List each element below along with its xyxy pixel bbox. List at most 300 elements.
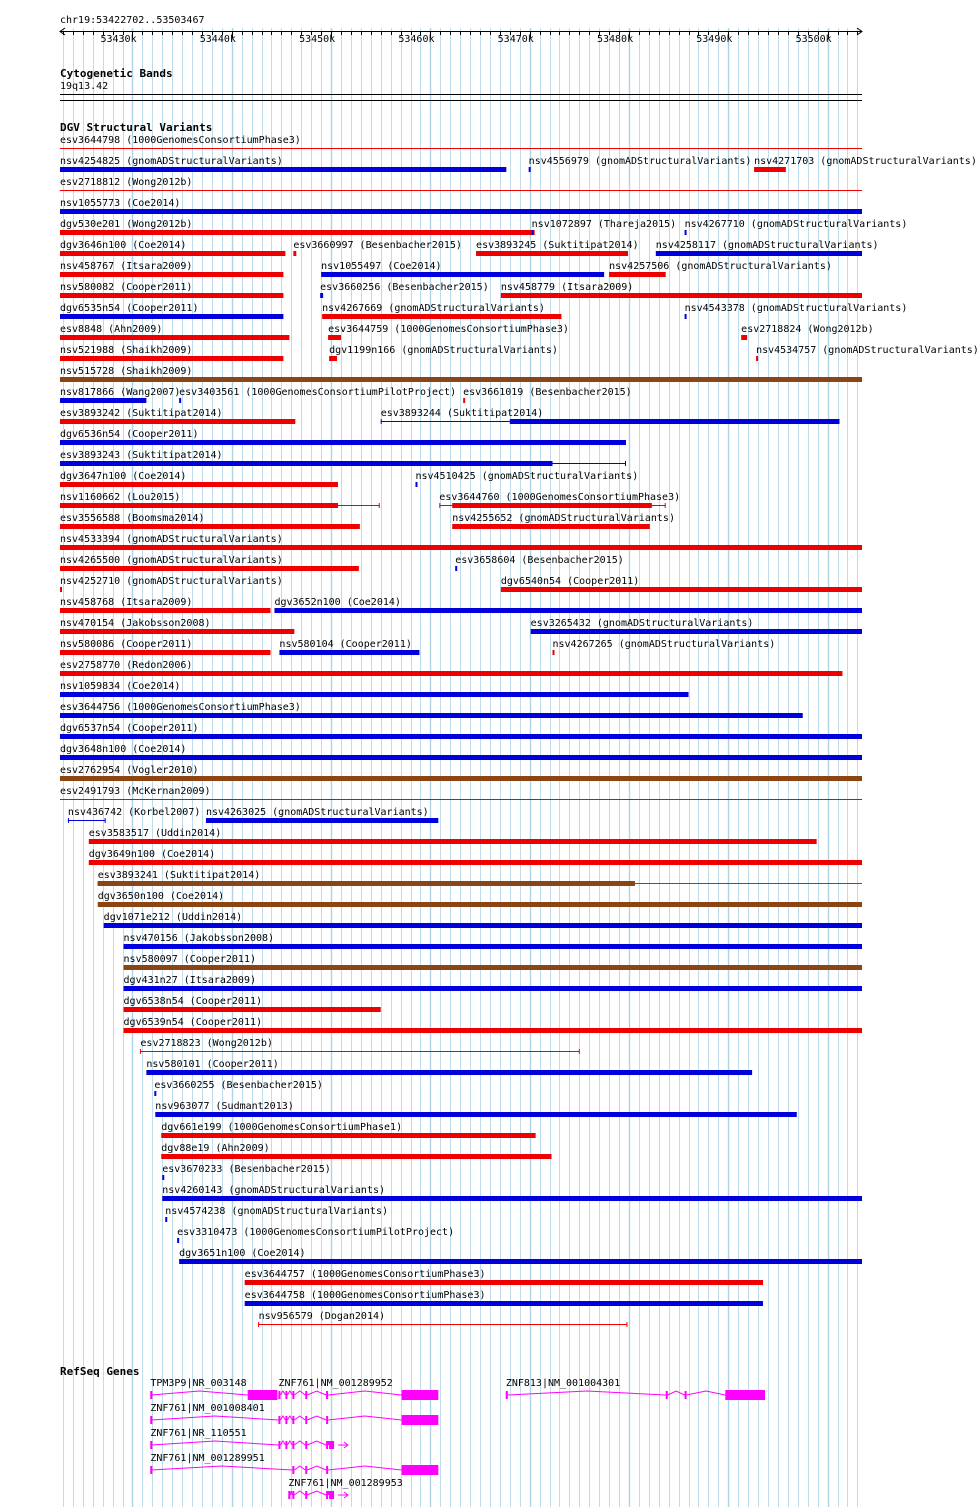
gene-feature[interactable] xyxy=(506,1390,765,1400)
variant-label[interactable]: nsv4258117 (gnomADStructuralVariants) xyxy=(655,240,879,251)
gene-intron xyxy=(307,1416,326,1420)
variant-label[interactable]: dgv661e199 (1000GenomesConsortiumPhase1) xyxy=(161,1122,403,1133)
variant-feature[interactable] xyxy=(124,1028,862,1033)
variant-bar xyxy=(60,209,862,214)
gene-intron xyxy=(328,1491,329,1495)
variant-feature[interactable] xyxy=(60,587,62,592)
variant-bar xyxy=(60,734,862,739)
variant-feature[interactable] xyxy=(501,587,862,592)
variant-label[interactable]: esv3660255 (Besenbacher2015) xyxy=(154,1080,323,1091)
variant-feature[interactable] xyxy=(89,860,862,865)
gene-exon xyxy=(292,1391,294,1399)
variant-bar xyxy=(60,167,506,172)
gene-label[interactable]: TPM3P9|NR_003148 xyxy=(150,1378,247,1389)
variant-feature[interactable] xyxy=(741,335,747,340)
variant-bar xyxy=(89,839,817,844)
variant-label[interactable]: esv3644757 (1000GenomesConsortiumPhase3) xyxy=(244,1269,486,1280)
variant-feature[interactable] xyxy=(60,671,842,676)
variant-feature[interactable] xyxy=(529,167,531,172)
variant-label[interactable]: dgv3651n100 (Coe2014) xyxy=(179,1248,306,1259)
gene-exon xyxy=(292,1466,294,1474)
variant-feature[interactable] xyxy=(756,356,758,361)
variant-feature[interactable] xyxy=(124,986,862,991)
gene-intron xyxy=(151,1466,292,1470)
variant-feature[interactable] xyxy=(274,608,862,613)
variant-feature[interactable] xyxy=(328,335,341,340)
variant-feature[interactable] xyxy=(177,1238,179,1243)
variant-label[interactable]: dgv1071e212 (Uddin2014) xyxy=(103,912,243,923)
gene-exon xyxy=(288,1491,290,1499)
variant-label[interactable]: nsv4257506 (gnomADStructuralVariants) xyxy=(609,261,832,272)
variant-bar xyxy=(501,587,862,592)
variant-feature[interactable] xyxy=(656,251,862,256)
gene-intron xyxy=(328,1416,401,1420)
variant-feature[interactable] xyxy=(60,545,862,550)
variant-label[interactable]: nsv580097 (Cooper2011) xyxy=(123,954,256,965)
variant-label[interactable]: nsv580086 (Cooper2011) xyxy=(60,639,193,650)
variant-label[interactable]: nsv4263025 (gnomADStructuralVariants) xyxy=(205,807,429,818)
gene-exon xyxy=(305,1416,307,1424)
gene-exon xyxy=(150,1466,152,1474)
variant-label[interactable]: esv3644798 (1000GenomesConsortiumPhase3) xyxy=(60,135,301,146)
variant-feature[interactable] xyxy=(60,251,285,256)
variant-feature[interactable] xyxy=(68,818,106,823)
variant-feature[interactable] xyxy=(124,1007,381,1012)
variant-label[interactable]: dgv3652n100 (Coe2014) xyxy=(274,597,401,608)
variant-label[interactable]: esv2718823 (Wong2012b) xyxy=(140,1038,273,1049)
gene-feature[interactable] xyxy=(288,1491,348,1499)
variant-feature[interactable] xyxy=(279,650,419,655)
variant-bar xyxy=(274,608,862,613)
variant-feature[interactable] xyxy=(320,293,323,298)
variant-label[interactable]: esv3644760 (1000GenomesConsortiumPhase3) xyxy=(439,492,681,503)
variant-feature[interactable] xyxy=(60,356,283,361)
variant-label[interactable]: nsv515728 (Shaikh2009) xyxy=(60,366,193,377)
variant-bar xyxy=(124,1028,862,1033)
variant-bar xyxy=(60,419,295,424)
variant-bar xyxy=(124,1007,381,1012)
variant-feature[interactable] xyxy=(98,881,862,886)
variant-bar xyxy=(531,629,862,634)
variant-label[interactable]: nsv4267710 (gnomADStructuralVariants) xyxy=(684,219,908,230)
variant-label[interactable]: nsv956579 (Dogan2014) xyxy=(258,1311,386,1322)
variant-label[interactable]: nsv458779 (Itsara2009) xyxy=(500,282,634,293)
variant-label[interactable]: nsv4254825 (gnomADStructuralVariants) xyxy=(60,156,283,167)
gene-intron xyxy=(328,1391,401,1395)
variant-label[interactable]: esv3658604 (Besenbacher2015) xyxy=(455,555,624,566)
variant-bar xyxy=(452,524,650,529)
variant-feature[interactable] xyxy=(439,503,665,508)
gene-intron xyxy=(328,1441,329,1445)
variant-label[interactable]: nsv521988 (Shaikh2009) xyxy=(60,345,193,356)
variant-feature[interactable] xyxy=(60,167,506,172)
variant-label[interactable]: esv3661019 (Besenbacher2015) xyxy=(463,387,632,398)
variant-feature[interactable] xyxy=(463,398,465,403)
variant-label[interactable]: nsv4534757 (gnomADStructuralVariants) xyxy=(756,345,979,356)
variant-bar xyxy=(60,629,294,634)
gene-intron xyxy=(280,1441,285,1445)
variant-label[interactable]: nsv4260143 (gnomADStructuralVariants) xyxy=(162,1185,386,1196)
variant-label[interactable]: dgv6538n54 (Cooper2011) xyxy=(123,996,263,1007)
variant-label[interactable]: dgv6540n54 (Cooper2011) xyxy=(500,576,640,587)
variant-label[interactable]: dgv3648n100 (Coe2014) xyxy=(60,744,187,755)
variant-label[interactable]: dgv3647n100 (Coe2014) xyxy=(60,471,187,482)
gene-intron xyxy=(290,1491,292,1495)
variant-feature[interactable] xyxy=(154,1091,156,1096)
variant-label[interactable]: esv3893242 (Suktitipat2014) xyxy=(60,408,223,419)
variant-bar xyxy=(155,1112,796,1117)
variant-feature[interactable] xyxy=(60,335,289,340)
variant-bar xyxy=(60,755,862,760)
variant-label[interactable]: nsv963077 (Sudmant2013) xyxy=(155,1101,294,1112)
variant-bar xyxy=(685,230,687,235)
ruler-location: chr19:53422702..53503467 xyxy=(60,15,205,26)
variant-label[interactable]: esv3660256 (Besenbacher2015) xyxy=(320,282,489,293)
variant-bar xyxy=(60,524,360,529)
gene-intron xyxy=(287,1391,292,1395)
gene-intron xyxy=(307,1491,326,1495)
gene-intron xyxy=(294,1466,305,1470)
variant-label[interactable]: nsv1055773 (Coe2014) xyxy=(60,198,181,209)
variant-feature[interactable] xyxy=(322,314,561,319)
variant-feature[interactable] xyxy=(60,629,294,634)
variant-bar xyxy=(656,251,862,256)
gene-exon xyxy=(150,1441,152,1449)
variant-feature[interactable] xyxy=(60,440,626,445)
ruler-tick-label: 53430k xyxy=(100,34,137,45)
variant-label[interactable]: nsv470154 (Jakobsson2008) xyxy=(60,618,211,629)
gene-exon xyxy=(292,1491,294,1499)
variant-label[interactable]: nsv470156 (Jakobsson2008) xyxy=(123,933,275,944)
variant-label[interactable]: esv2762954 (Vogler2010) xyxy=(60,765,199,776)
gene-intron xyxy=(280,1391,285,1395)
variant-feature[interactable] xyxy=(329,356,337,361)
variant-label[interactable]: nsv4267669 (gnomADStructuralVariants) xyxy=(322,303,545,314)
variant-label[interactable]: esv2718812 (Wong2012b) xyxy=(60,177,193,188)
variant-bar xyxy=(60,230,535,235)
variant-bar xyxy=(754,167,786,172)
variant-feature[interactable] xyxy=(553,650,555,655)
variant-feature[interactable] xyxy=(165,1217,167,1222)
variant-bar xyxy=(60,545,862,550)
variant-feature[interactable] xyxy=(60,650,270,655)
variant-feature[interactable] xyxy=(532,230,534,235)
variant-bar xyxy=(553,650,555,655)
gene-exon xyxy=(326,1466,328,1474)
variant-feature[interactable] xyxy=(455,566,457,571)
variant-label[interactable]: esv2718824 (Wong2012b) xyxy=(741,324,874,335)
variant-bar xyxy=(328,335,341,340)
variant-bar xyxy=(162,1196,862,1201)
variant-feature[interactable] xyxy=(60,482,338,487)
variant-label[interactable]: nsv1055497 (Coe2014) xyxy=(321,261,442,272)
variant-bar xyxy=(60,692,689,697)
variant-label[interactable]: esv2491793 (McKernan2009) xyxy=(60,786,211,797)
cytoband-track-title[interactable]: Cytogenetic Bands xyxy=(60,67,173,80)
variant-label[interactable]: esv3403561 (1000GenomesConsortiumPilotProject) xyxy=(179,387,457,398)
ruler-tick-label: 53460k xyxy=(398,34,435,45)
variant-label[interactable]: dgv3650n100 (Coe2014) xyxy=(97,891,225,902)
variant-bar xyxy=(60,566,359,571)
gene-exon xyxy=(326,1441,328,1449)
variant-feature[interactable] xyxy=(89,839,817,844)
variant-bar xyxy=(60,335,289,340)
variant-bar xyxy=(741,335,747,340)
variant-label[interactable]: nsv4533394 (gnomADStructuralVariants) xyxy=(60,534,283,545)
gene-feature[interactable] xyxy=(150,1390,277,1400)
variant-label[interactable]: dgv1199n166 (gnomADStructuralVariants) xyxy=(329,345,558,356)
gene-exon xyxy=(285,1416,287,1424)
variant-feature[interactable] xyxy=(104,923,862,928)
variant-label[interactable]: nsv1160662 (Lou2015) xyxy=(60,492,181,503)
variant-label[interactable]: nsv580104 (Cooper2011) xyxy=(279,639,412,650)
variant-bar xyxy=(321,272,604,277)
gene-intron xyxy=(151,1441,278,1445)
variant-feature[interactable] xyxy=(60,314,283,319)
gene-exon xyxy=(685,1391,687,1399)
variant-label[interactable]: nsv1072897 (Thareja2015) xyxy=(531,219,677,230)
variant-feature[interactable] xyxy=(531,629,862,634)
variant-bar xyxy=(60,377,862,382)
variant-label[interactable]: esv3265432 (gnomADStructuralVariants) xyxy=(530,618,754,629)
gene-intron xyxy=(307,1466,326,1470)
variant-label[interactable]: nsv4543378 (gnomADStructuralVariants) xyxy=(684,303,908,314)
variant-feature[interactable] xyxy=(60,209,862,214)
variant-label[interactable]: esv3310473 (1000GenomesConsortiumPilotProject) xyxy=(177,1227,455,1238)
gene-feature[interactable] xyxy=(278,1390,438,1400)
variant-label[interactable]: dgv6537n54 (Cooper2011) xyxy=(60,723,199,734)
variant-label[interactable]: esv3644758 (1000GenomesConsortiumPhase3) xyxy=(244,1290,486,1301)
variant-feature[interactable] xyxy=(476,251,628,256)
variant-feature[interactable] xyxy=(245,1280,763,1285)
gene-feature[interactable] xyxy=(150,1415,438,1425)
refseq-track-title[interactable]: RefSeq Genes xyxy=(60,1365,140,1378)
gene-exon xyxy=(329,1491,334,1499)
gene-exon xyxy=(292,1441,294,1449)
variant-bar xyxy=(609,272,666,277)
dgv-track-title[interactable]: DGV Structural Variants xyxy=(60,121,213,134)
ruler-tick-label: 53490k xyxy=(696,34,733,45)
variant-bar xyxy=(293,251,296,256)
variant-bar xyxy=(501,293,862,298)
variant-feature[interactable] xyxy=(179,398,181,403)
variant-feature[interactable] xyxy=(60,377,862,382)
variant-feature[interactable] xyxy=(60,776,862,781)
variant-feature[interactable] xyxy=(60,692,689,697)
variant-bar xyxy=(206,818,438,823)
variant-bar xyxy=(161,1154,551,1159)
gene-intron xyxy=(287,1441,292,1445)
gene-exon xyxy=(285,1391,287,1399)
variant-feature[interactable] xyxy=(60,230,535,235)
variant-bar xyxy=(455,566,457,571)
variant-bar xyxy=(179,398,181,403)
variant-bar xyxy=(529,167,531,172)
variant-feature[interactable] xyxy=(452,524,650,529)
gene-exon xyxy=(278,1391,280,1399)
variant-bar xyxy=(60,776,862,781)
variant-feature[interactable] xyxy=(60,608,270,613)
variant-feature[interactable] xyxy=(146,1070,752,1075)
variant-label[interactable]: dgv88e19 (Ahn2009) xyxy=(161,1143,270,1154)
variant-bar xyxy=(124,965,862,970)
variant-bar xyxy=(60,314,283,319)
gene-exon xyxy=(285,1441,287,1449)
variant-label[interactable]: esv2758770 (Redon2006) xyxy=(60,660,193,671)
variant-label[interactable]: nsv4267265 (gnomADStructuralVariants) xyxy=(552,639,776,650)
variant-label[interactable]: esv3893244 (Suktitipat2014) xyxy=(380,408,544,419)
variant-bar xyxy=(60,251,285,256)
gene-intron xyxy=(287,1416,292,1420)
gene-label[interactable]: ZNF761|NM_001289951 xyxy=(150,1453,265,1464)
variant-bar xyxy=(60,671,842,676)
variant-feature[interactable] xyxy=(161,1133,535,1138)
variant-label[interactable]: esv3644759 (1000GenomesConsortiumPhase3) xyxy=(328,324,569,335)
variant-feature[interactable] xyxy=(60,755,862,760)
variant-label[interactable]: dgv530e201 (Wong2012b) xyxy=(60,219,193,230)
variant-feature[interactable] xyxy=(155,1112,796,1117)
variant-feature[interactable] xyxy=(293,251,296,256)
variant-label[interactable]: nsv4271703 (gnomADStructuralVariants) xyxy=(754,156,977,167)
variant-feature[interactable] xyxy=(60,272,283,277)
gene-intron xyxy=(294,1441,305,1445)
gene-feature[interactable] xyxy=(150,1441,348,1449)
variant-label[interactable]: nsv4574238 (gnomADStructuralVariants) xyxy=(165,1206,388,1217)
variant-feature[interactable] xyxy=(60,524,360,529)
variant-feature[interactable] xyxy=(685,230,687,235)
variant-bar xyxy=(98,902,862,907)
variant-feature[interactable] xyxy=(162,1175,164,1180)
variant-bar xyxy=(60,608,270,613)
variant-feature[interactable] xyxy=(206,818,438,823)
variant-feature[interactable] xyxy=(60,419,295,424)
variant-label[interactable]: esv3583517 (Uddin2014) xyxy=(88,828,222,839)
variant-bar xyxy=(146,1070,752,1075)
variant-label[interactable]: dgv3649n100 (Coe2014) xyxy=(88,849,216,860)
variant-bar xyxy=(60,398,146,403)
variant-bar xyxy=(476,251,628,256)
gene-exon xyxy=(326,1391,328,1399)
variant-feature[interactable] xyxy=(162,1196,862,1201)
variant-label[interactable]: nsv458767 (Itsara2009) xyxy=(60,261,193,272)
variant-label[interactable]: nsv458768 (Itsara2009) xyxy=(60,597,193,608)
variant-label[interactable]: nsv436742 (Korbel2007) xyxy=(67,807,201,818)
variant-bar xyxy=(463,398,465,403)
variant-feature[interactable] xyxy=(60,503,380,508)
variant-label[interactable]: nsv4255652 (gnomADStructuralVariants) xyxy=(452,513,675,524)
gene-label[interactable]: ZNF761|NM_001289952 xyxy=(278,1378,393,1389)
gene-intron xyxy=(151,1416,278,1420)
ruler-tick-label: 53450k xyxy=(299,34,336,45)
variant-label[interactable]: nsv4252710 (gnomADStructuralVariants) xyxy=(60,576,283,587)
variant-feature[interactable] xyxy=(124,944,862,949)
variant-label[interactable]: dgv6535n54 (Cooper2011) xyxy=(60,303,199,314)
variant-label[interactable]: dgv3646n100 (Coe2014) xyxy=(60,240,187,251)
variant-bar xyxy=(320,293,323,298)
variant-bar xyxy=(60,272,283,277)
variant-label[interactable]: esv3556588 (Boomsma2014) xyxy=(60,513,205,524)
gene-exon xyxy=(150,1416,152,1424)
variant-bar xyxy=(756,356,758,361)
variant-bar xyxy=(60,356,283,361)
variant-feature[interactable] xyxy=(60,293,283,298)
gene-label[interactable]: ZNF761|NR_110551 xyxy=(150,1428,247,1439)
variant-label[interactable]: esv3893241 (Suktitipat2014) xyxy=(97,870,261,881)
gene-intron xyxy=(280,1416,285,1420)
variant-feature[interactable] xyxy=(321,272,604,277)
variant-feature[interactable] xyxy=(245,1301,763,1306)
variant-label[interactable]: esv8848 (Ahn2009) xyxy=(60,324,163,335)
variant-feature[interactable] xyxy=(60,713,803,718)
ruler-tick-label: 53500k xyxy=(795,34,832,45)
gene-exon xyxy=(402,1390,439,1400)
variant-label[interactable]: nsv4556979 (gnomADStructuralVariants) xyxy=(528,156,752,167)
variant-label[interactable]: esv3644756 (1000GenomesConsortiumPhase3) xyxy=(60,702,301,713)
variant-feature[interactable] xyxy=(609,272,666,277)
variant-feature[interactable] xyxy=(754,167,786,172)
variant-feature[interactable] xyxy=(60,461,626,466)
gene-feature[interactable] xyxy=(150,1465,438,1475)
variant-label[interactable]: esv3660997 (Besenbacher2015) xyxy=(293,240,462,251)
variant-feature[interactable] xyxy=(124,965,862,970)
gene-exon xyxy=(326,1491,328,1499)
gene-exon xyxy=(725,1390,765,1400)
gene-label[interactable]: ZNF761|NM_001289953 xyxy=(288,1478,403,1489)
variant-bar xyxy=(89,860,862,865)
variant-feature[interactable] xyxy=(179,1259,862,1264)
variant-label[interactable]: dgv6539n54 (Cooper2011) xyxy=(123,1017,263,1028)
variant-feature[interactable] xyxy=(685,314,687,319)
variant-label[interactable]: nsv4265500 (gnomADStructuralVariants) xyxy=(60,555,283,566)
gene-intron xyxy=(151,1391,247,1395)
variant-feature[interactable] xyxy=(415,482,417,487)
variant-feature[interactable] xyxy=(60,734,862,739)
variant-feature[interactable] xyxy=(60,398,146,403)
variant-bar xyxy=(279,650,419,655)
variant-bar xyxy=(60,713,803,718)
gene-intron xyxy=(307,1391,326,1395)
ruler-tick-label: 53440k xyxy=(199,34,236,45)
variant-label[interactable]: nsv580101 (Cooper2011) xyxy=(146,1059,279,1070)
variant-feature[interactable] xyxy=(381,419,840,424)
variant-label[interactable]: dgv6536n54 (Cooper2011) xyxy=(60,429,199,440)
variant-bar xyxy=(60,503,338,508)
variant-feature[interactable] xyxy=(60,566,359,571)
variant-label[interactable]: nsv580082 (Cooper2011) xyxy=(60,282,193,293)
variant-feature[interactable] xyxy=(259,1322,627,1327)
gene-label[interactable]: ZNF761|NM_001008401 xyxy=(150,1403,265,1414)
ruler-tick-label: 53470k xyxy=(497,34,534,45)
gene-label[interactable]: ZNF813|NM_001004301 xyxy=(505,1378,621,1389)
variant-label[interactable]: esv3893245 (Suktitipat2014) xyxy=(476,240,639,251)
gene-exon xyxy=(402,1465,439,1475)
variant-label[interactable]: esv3670233 (Besenbacher2015) xyxy=(162,1164,331,1175)
variant-label[interactable]: nsv817866 (Wang2007) xyxy=(60,387,181,398)
variant-bar xyxy=(60,461,553,466)
variant-label[interactable]: nsv1059834 (Coe2014) xyxy=(60,681,181,692)
variant-label[interactable]: dgv431n27 (Itsara2009) xyxy=(123,975,256,986)
variant-feature[interactable] xyxy=(161,1154,551,1159)
variant-label[interactable]: nsv4510425 (gnomADStructuralVariants) xyxy=(415,471,639,482)
gene-exon xyxy=(305,1491,307,1499)
gene-intron xyxy=(294,1391,305,1395)
variant-feature[interactable] xyxy=(140,1049,579,1054)
variant-bar xyxy=(161,1133,535,1138)
variant-label[interactable]: esv3893243 (Suktitipat2014) xyxy=(60,450,223,461)
variant-bar xyxy=(60,587,62,592)
variant-feature[interactable] xyxy=(98,902,862,907)
variant-feature[interactable] xyxy=(501,293,862,298)
